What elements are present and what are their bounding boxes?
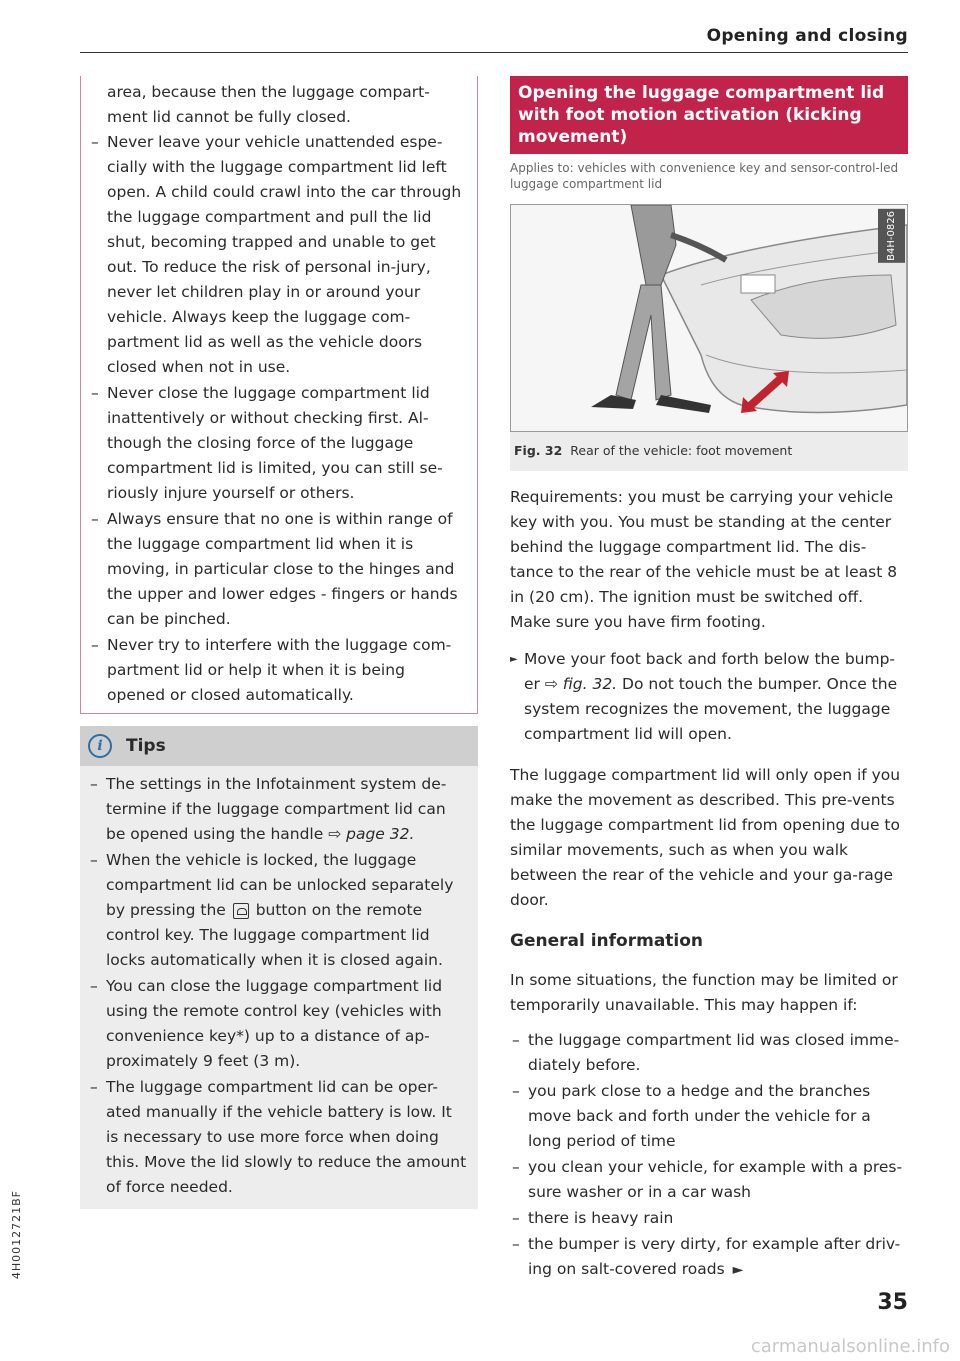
- requirements-paragraph: Requirements: you must be carrying your vehicle key with you. You must be standing at the center behind the luggage compartment lid. The dis-tance to the rear of the vehicle must be at least 8 in (20 cm). The ignition must be switched off. Make sure you have firm footing.: [510, 488, 898, 631]
- condition-text: the bumper is very dirty, for example after driv-ing on salt-covered roads: [528, 1234, 901, 1278]
- condition-item: [510, 1232, 908, 1283]
- tip-item: – The luggage compartment lid can be oper-ated manually if the vehicle battery is low. It is necessary to use more force when doing this. Move the lid slowly to reduce the amount of force needed.: [88, 1075, 468, 1200]
- figure-code: B4H-0826: [878, 209, 905, 263]
- tip-text: button on the remote control key. The luggage compartment lid locks automatically when it is closed again.: [106, 901, 443, 969]
- info-icon: i: [88, 734, 112, 758]
- tip-item: [88, 848, 468, 973]
- conditions-list: [510, 1028, 908, 1283]
- left-column: [80, 76, 478, 1209]
- page-reference-link[interactable]: ⇨ page 32.: [328, 825, 415, 843]
- figure: [510, 204, 908, 471]
- general-information-heading: General information: [510, 930, 704, 951]
- warning-item: – Always ensure that no one is within range of the luggage compartment lid when it is moving, in particular close to the hinges and the upper and lower edges - fingers or hands can be pinched.: [89, 507, 465, 632]
- tip-text: The settings in the Infotainment system de-termine if the luggage compartment lid can be opened using the handle: [106, 775, 447, 843]
- warning-continuation: area, because then the luggage compart-ment lid cannot be fully closed.: [107, 83, 430, 126]
- step-text: Move your foot back and forth below the bump-er: [524, 650, 896, 693]
- applies-to-note: Applies to: vehicles with convenience key and sensor-control-led luggage compartment lid: [510, 161, 899, 191]
- page-number: 35: [877, 1290, 908, 1315]
- condition-item: – you clean your vehicle, for example with a pres-sure washer or in a car wash: [510, 1155, 908, 1205]
- warning-list: [89, 130, 465, 708]
- tips-header: [80, 726, 478, 766]
- instruction-step: [510, 647, 908, 747]
- tips-list: [88, 772, 468, 1200]
- topic-heading: Opening the luggage compartment lid with foot motion activation (kicking movement): [510, 76, 908, 154]
- header-rule: [80, 52, 908, 53]
- right-column: [510, 76, 908, 1284]
- warning-item: – Never try to interfere with the luggage com-partment lid or help it when it is being opened or closed automatically.: [89, 633, 465, 708]
- general-intro: In some situations, the function may be limited or temporarily unavailable. This may happen if:: [510, 970, 898, 1014]
- condition-item: – there is heavy rain: [510, 1206, 908, 1231]
- continue-arrow-icon: ►: [732, 1261, 744, 1278]
- trunk-button-icon: [233, 903, 249, 919]
- warning-item: – Never close the luggage compartment lid inattentively or without checking first. Al-though the closing force of the luggage compartment lid is limited, you can still se-riously injure yourself or others.: [89, 381, 465, 506]
- tip-item: [88, 772, 468, 847]
- figure-reference-link[interactable]: ⇨ fig. 32.: [544, 675, 618, 693]
- warning-box: [80, 76, 478, 714]
- tip-text: When the vehicle is locked, the luggage compartment lid can be unlocked separately by pressing the: [106, 851, 454, 919]
- foot-movement-illustration: [511, 205, 907, 429]
- section-title: Opening and closing: [706, 26, 908, 46]
- step-text: Do not touch the bumper. Once the system recognizes the movement, the luggage compartment lid will open.: [524, 675, 898, 743]
- document-code: 4H0012721BF: [10, 1190, 23, 1280]
- tip-item: – You can close the luggage compartment lid using the remote control key (vehicles with convenience key*) up to a distance of ap-proximately 9 feet (3 m).: [88, 974, 468, 1074]
- tips-title: Tips: [126, 735, 166, 756]
- vehicle-rear-illustration: [510, 204, 908, 432]
- figure-caption: [510, 432, 908, 463]
- figure-caption-text: Rear of the vehicle: foot movement: [570, 443, 793, 458]
- condition-item: – the luggage compartment lid was closed imme-diately before.: [510, 1028, 908, 1078]
- condition-item: – you park close to a hedge and the branches move back and forth under the vehicle for a long period of time: [510, 1079, 908, 1154]
- tips-box: [80, 726, 478, 1209]
- figure-label: Fig. 32: [514, 443, 563, 458]
- warning-item: – Never leave your vehicle unattended espe-cially with the luggage compartment lid left open. A child could crawl into the car through the luggage compartment and pull the lid shut, becoming trapped and unable to get out. To reduce the risk of personal in-jury, never let children play in or around your vehicle. Always keep the luggage com-partment lid as well as the vehicle doors closed when not in use.: [89, 130, 465, 380]
- watermark: carmanualsonline.info: [750, 1336, 950, 1357]
- note-paragraph: The luggage compartment lid will only open if you make the movement as described. This pre-vents the luggage compartment lid from opening due to similar movements, such as when you walk between the rear of the vehicle and your ga-rage door.: [510, 765, 901, 909]
- tips-body: [80, 766, 478, 1209]
